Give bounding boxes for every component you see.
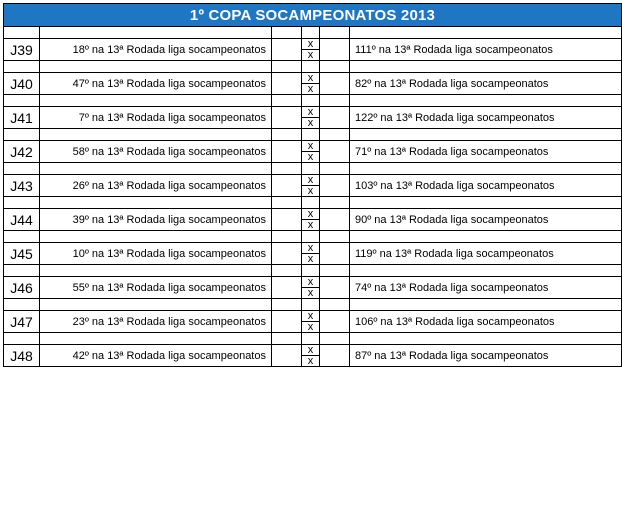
away-score-input[interactable] xyxy=(320,39,350,61)
spacer-cell xyxy=(350,333,622,345)
versus-separator xyxy=(302,243,320,265)
versus-mark-top: x xyxy=(302,277,319,288)
versus-separator xyxy=(302,107,320,129)
match-code: J44 xyxy=(4,209,40,231)
versus-mark-top: x xyxy=(302,209,319,220)
spacer-cell xyxy=(302,129,320,141)
versus-separator xyxy=(302,141,320,163)
fixture-sheet xyxy=(0,3,622,516)
away-team: 87º na 13ª Rodada liga socampeonatos xyxy=(350,345,622,367)
spacer-cell xyxy=(302,95,320,107)
home-score-input[interactable] xyxy=(272,141,302,163)
home-team: 58º na 13ª Rodada liga socampeonatos xyxy=(40,141,272,163)
spacer-cell xyxy=(302,265,320,277)
spacer-cell xyxy=(302,197,320,209)
spacer-cell xyxy=(272,299,302,311)
home-score-input[interactable] xyxy=(272,209,302,231)
versus-mark-top: x xyxy=(302,345,319,356)
spacer-cell xyxy=(272,197,302,209)
spacer-row xyxy=(4,197,622,209)
versus-separator xyxy=(302,39,320,61)
spacer-cell xyxy=(320,265,350,277)
spacer-cell xyxy=(350,95,622,107)
table-row xyxy=(4,277,622,299)
versus-mark-bottom: x xyxy=(307,321,314,333)
match-code: J47 xyxy=(4,311,40,333)
spacer-cell xyxy=(302,61,320,73)
away-team: 106º na 13ª Rodada liga socampeonatos xyxy=(350,311,622,333)
spacer-cell xyxy=(272,333,302,345)
match-code: J48 xyxy=(4,345,40,367)
spacer-cell xyxy=(40,231,272,243)
spacer-cell xyxy=(350,27,622,39)
versus-mark-top: x xyxy=(302,107,319,118)
spacer-cell xyxy=(272,61,302,73)
spacer-cell xyxy=(302,163,320,175)
versus-separator xyxy=(302,73,320,95)
match-code: J45 xyxy=(4,243,40,265)
spacer-cell xyxy=(4,265,40,277)
home-score-input[interactable] xyxy=(272,311,302,333)
versus-mark-bottom: x xyxy=(307,151,314,163)
versus-mark-bottom: x xyxy=(307,117,314,129)
spacer-cell xyxy=(302,333,320,345)
spacer-cell xyxy=(4,61,40,73)
away-team: 111º na 13ª Rodada liga socampeonatos xyxy=(350,39,622,61)
table-row xyxy=(4,39,622,61)
spacer-row xyxy=(4,61,622,73)
versus-separator xyxy=(302,277,320,299)
away-team: 119º na 13ª Rodada liga socampeonatos xyxy=(350,243,622,265)
home-team: 26º na 13ª Rodada liga socampeonatos xyxy=(40,175,272,197)
home-score-input[interactable] xyxy=(272,243,302,265)
spacer-cell xyxy=(350,231,622,243)
match-code: J46 xyxy=(4,277,40,299)
table-row xyxy=(4,243,622,265)
spacer-cell xyxy=(350,265,622,277)
spacer-cell xyxy=(4,27,40,39)
away-score-input[interactable] xyxy=(320,243,350,265)
spacer-cell xyxy=(4,129,40,141)
versus-mark-bottom: x xyxy=(307,355,314,367)
spacer-row xyxy=(4,231,622,243)
home-team: 23º na 13ª Rodada liga socampeonatos xyxy=(40,311,272,333)
home-score-input[interactable] xyxy=(272,107,302,129)
away-score-input[interactable] xyxy=(320,175,350,197)
versus-mark-top: x xyxy=(302,39,319,50)
versus-mark-bottom: x xyxy=(307,253,314,265)
home-team: 7º na 13ª Rodada liga socampeonatos xyxy=(40,107,272,129)
title-row xyxy=(4,4,622,27)
spacer-cell xyxy=(350,299,622,311)
away-score-input[interactable] xyxy=(320,107,350,129)
home-team: 18º na 13ª Rodada liga socampeonatos xyxy=(40,39,272,61)
home-score-input[interactable] xyxy=(272,39,302,61)
home-score-input[interactable] xyxy=(272,345,302,367)
spacer-cell xyxy=(40,61,272,73)
versus-separator xyxy=(302,209,320,231)
home-team: 47º na 13ª Rodada liga socampeonatos xyxy=(40,73,272,95)
home-score-input[interactable] xyxy=(272,175,302,197)
home-team: 10º na 13ª Rodada liga socampeonatos xyxy=(40,243,272,265)
spacer-row xyxy=(4,95,622,107)
spacer-row xyxy=(4,333,622,345)
spacer-cell xyxy=(320,197,350,209)
table-row xyxy=(4,175,622,197)
versus-mark-top: x xyxy=(302,311,319,322)
versus-mark-bottom: x xyxy=(307,83,314,95)
away-score-input[interactable] xyxy=(320,345,350,367)
spacer-cell xyxy=(320,299,350,311)
spacer-cell xyxy=(350,129,622,141)
home-team: 39º na 13ª Rodada liga socampeonatos xyxy=(40,209,272,231)
spacer-cell xyxy=(40,27,272,39)
match-code: J40 xyxy=(4,73,40,95)
table-row xyxy=(4,345,622,367)
spacer-cell xyxy=(302,27,320,39)
away-team: 90º na 13ª Rodada liga socampeonatos xyxy=(350,209,622,231)
versus-mark-top: x xyxy=(302,73,319,84)
match-code: J42 xyxy=(4,141,40,163)
spacer-cell xyxy=(320,231,350,243)
spacer-cell xyxy=(4,299,40,311)
spacer-cell xyxy=(302,231,320,243)
spacer-row xyxy=(4,299,622,311)
spacer-cell xyxy=(320,27,350,39)
home-score-input[interactable] xyxy=(272,277,302,299)
spacer-cell xyxy=(272,27,302,39)
spacer-cell xyxy=(320,61,350,73)
spacer-cell xyxy=(40,299,272,311)
spacer-cell xyxy=(302,299,320,311)
versus-mark-bottom: x xyxy=(307,49,314,61)
table-row xyxy=(4,311,622,333)
spacer-cell xyxy=(4,163,40,175)
match-code: J43 xyxy=(4,175,40,197)
page-title: 1º COPA SOCAMPEONATOS 2013 xyxy=(4,4,622,27)
spacer-cell xyxy=(4,95,40,107)
versus-separator xyxy=(302,311,320,333)
away-score-input[interactable] xyxy=(320,311,350,333)
spacer-cell xyxy=(320,95,350,107)
table-row xyxy=(4,141,622,163)
versus-mark-bottom: x xyxy=(307,287,314,299)
away-score-input[interactable] xyxy=(320,141,350,163)
spacer-cell xyxy=(320,163,350,175)
spacer-row xyxy=(4,27,622,39)
spacer-cell xyxy=(272,231,302,243)
spacer-cell xyxy=(272,95,302,107)
spacer-cell xyxy=(350,61,622,73)
versus-mark-top: x xyxy=(302,175,319,186)
spacer-row xyxy=(4,163,622,175)
away-score-input[interactable] xyxy=(320,73,350,95)
spacer-cell xyxy=(320,333,350,345)
versus-mark-top: x xyxy=(302,243,319,254)
spacer-cell xyxy=(272,129,302,141)
home-team: 42º na 13ª Rodada liga socampeonatos xyxy=(40,345,272,367)
spacer-cell xyxy=(40,163,272,175)
fixture-table-body xyxy=(4,4,622,367)
spacer-cell xyxy=(4,231,40,243)
spacer-cell xyxy=(320,129,350,141)
versus-mark-top: x xyxy=(302,141,319,152)
match-code: J41 xyxy=(4,107,40,129)
spacer-cell xyxy=(350,163,622,175)
versus-separator xyxy=(302,175,320,197)
away-team: 82º na 13ª Rodada liga socampeonatos xyxy=(350,73,622,95)
away-score-input[interactable] xyxy=(320,277,350,299)
spacer-cell xyxy=(4,197,40,209)
away-team: 71º na 13ª Rodada liga socampeonatos xyxy=(350,141,622,163)
spacer-cell xyxy=(40,129,272,141)
table-row xyxy=(4,209,622,231)
spacer-cell xyxy=(272,163,302,175)
spacer-cell xyxy=(272,265,302,277)
match-code: J39 xyxy=(4,39,40,61)
spacer-row xyxy=(4,265,622,277)
spacer-cell xyxy=(40,333,272,345)
spacer-row xyxy=(4,129,622,141)
spacer-cell xyxy=(350,197,622,209)
table-row xyxy=(4,73,622,95)
home-score-input[interactable] xyxy=(272,73,302,95)
versus-mark-bottom: x xyxy=(307,219,314,231)
spacer-cell xyxy=(40,197,272,209)
away-team: 74º na 13ª Rodada liga socampeonatos xyxy=(350,277,622,299)
versus-mark-bottom: x xyxy=(307,185,314,197)
fixture-table xyxy=(3,3,622,367)
table-row xyxy=(4,107,622,129)
away-team: 122º na 13ª Rodada liga socampeonatos xyxy=(350,107,622,129)
spacer-cell xyxy=(40,265,272,277)
home-team: 55º na 13ª Rodada liga socampeonatos xyxy=(40,277,272,299)
spacer-cell xyxy=(4,333,40,345)
spacer-cell xyxy=(40,95,272,107)
away-score-input[interactable] xyxy=(320,209,350,231)
away-team: 103º na 13ª Rodada liga socampeonatos xyxy=(350,175,622,197)
versus-separator xyxy=(302,345,320,367)
